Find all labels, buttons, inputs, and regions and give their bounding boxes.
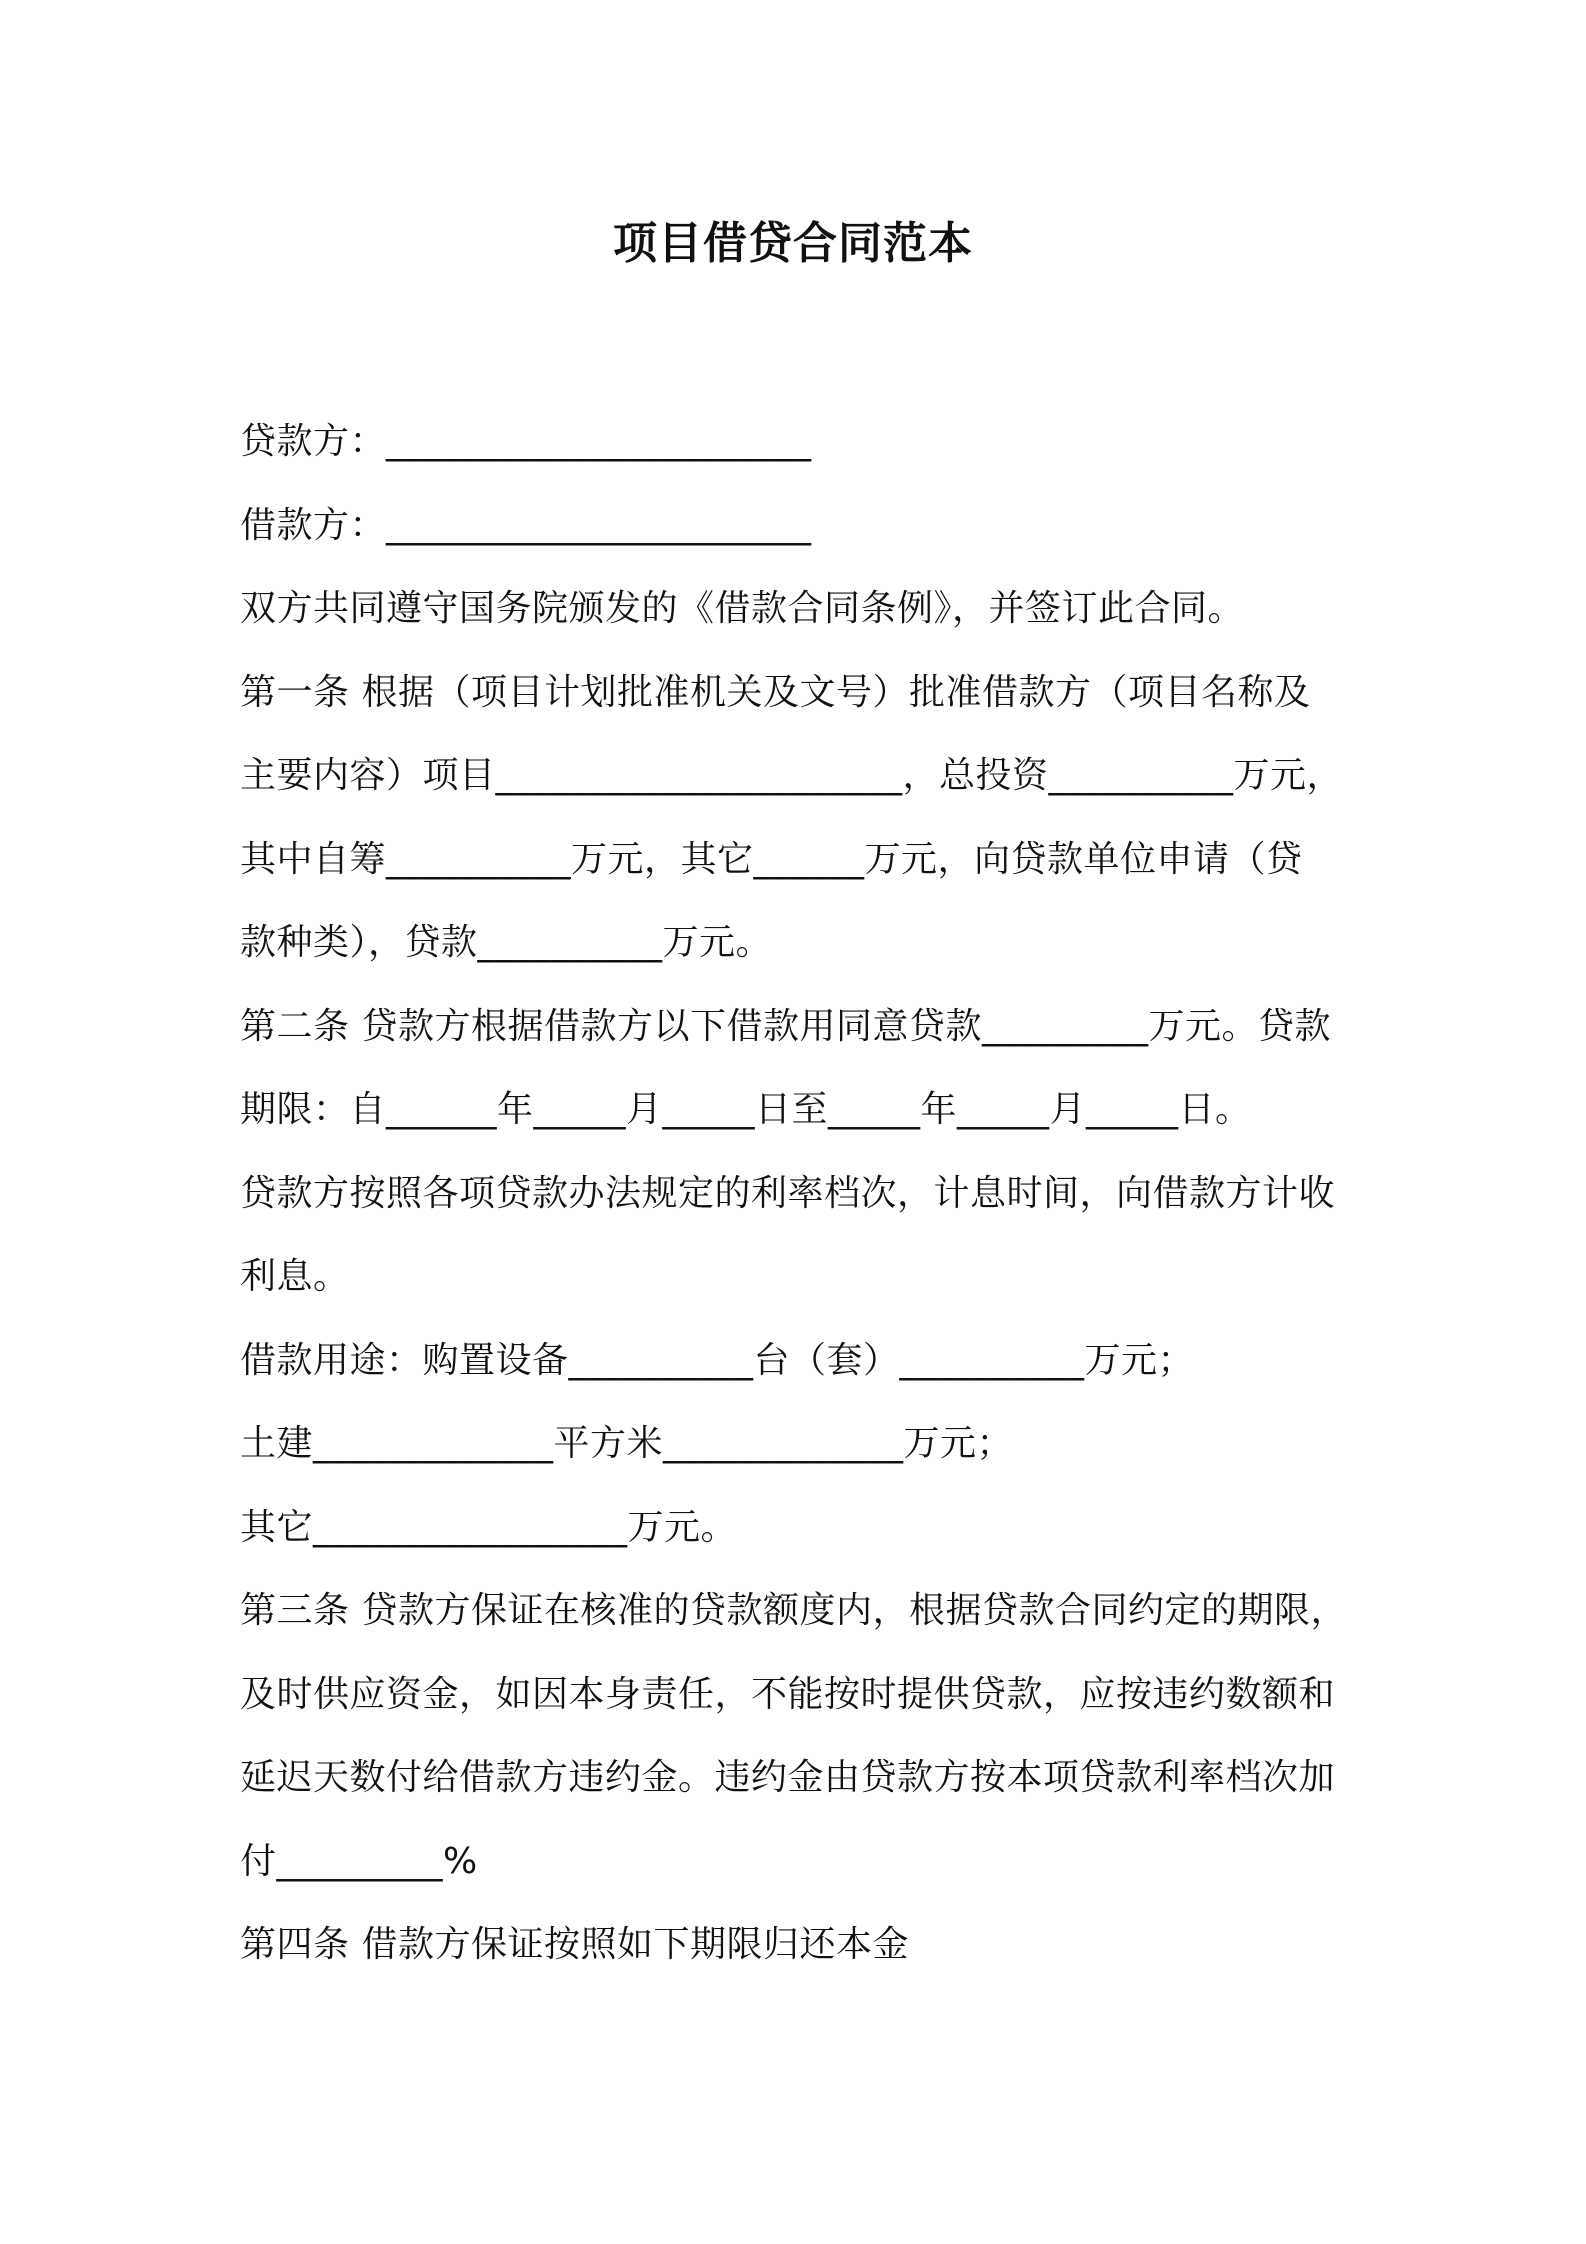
article-3-line-3: 延迟天数付给借款方违约金。违约金由贷款方按本项贷款利率档次加 bbox=[240, 1757, 1336, 1798]
article-2-line-3: 贷款方按照各项贷款办法规定的利率档次，计息时间，向借款方计收 bbox=[240, 1172, 1336, 1214]
article-1-line-1: 第一条 根据（项目计划批准机关及文号）批准借款方（项目名称及 bbox=[240, 671, 1311, 713]
article-2-line-1: 第二条 贷款方根据借款方以下借款用同意贷款_________万元。贷款 bbox=[240, 1005, 1331, 1047]
lender-line: 贷款方：_______________________ bbox=[240, 421, 812, 462]
article-3-line-4: 付_________% bbox=[240, 1840, 478, 1882]
article-1-line-3: 其中自筹__________万元，其它______万元，向贷款单位申请（贷 bbox=[240, 838, 1303, 880]
article-1-line-2: 主要内容）项目______________________，总投资__________万元， bbox=[240, 755, 1344, 796]
article-2-line-4: 利息。 bbox=[240, 1256, 350, 1297]
article-1-line-4: 款种类），贷款__________万元。 bbox=[240, 922, 773, 963]
article-2-line-2: 期限：自______年_____月_____日至_____年_____月_____日。 bbox=[240, 1089, 1252, 1130]
contract-body bbox=[240, 400, 1370, 1987]
document-title: 项目借贷合同范本 bbox=[613, 218, 973, 269]
loan-purpose-other: 其它_________________万元。 bbox=[240, 1506, 738, 1548]
preamble-line: 双方共同遵守国务院颁发的《借款合同条例》，并签订此合同。 bbox=[240, 588, 1245, 629]
loan-purpose-equipment: 借款用途：购置设备__________台（套）__________万元； bbox=[240, 1339, 1195, 1381]
borrower-line: 借款方：_______________________ bbox=[240, 504, 812, 546]
article-3-line-2: 及时供应资金，如因本身责任，不能按时提供贷款，应按违约数额和 bbox=[240, 1673, 1336, 1715]
article-3-line-1: 第三条 贷款方保证在核准的贷款额度内，根据贷款合同约定的期限， bbox=[240, 1590, 1347, 1631]
article-4-line-1: 第四条 借款方保证按照如下期限归还本金 bbox=[240, 1924, 909, 1965]
loan-purpose-construction: 土建_____________平方米_____________万元； bbox=[240, 1423, 1014, 1464]
